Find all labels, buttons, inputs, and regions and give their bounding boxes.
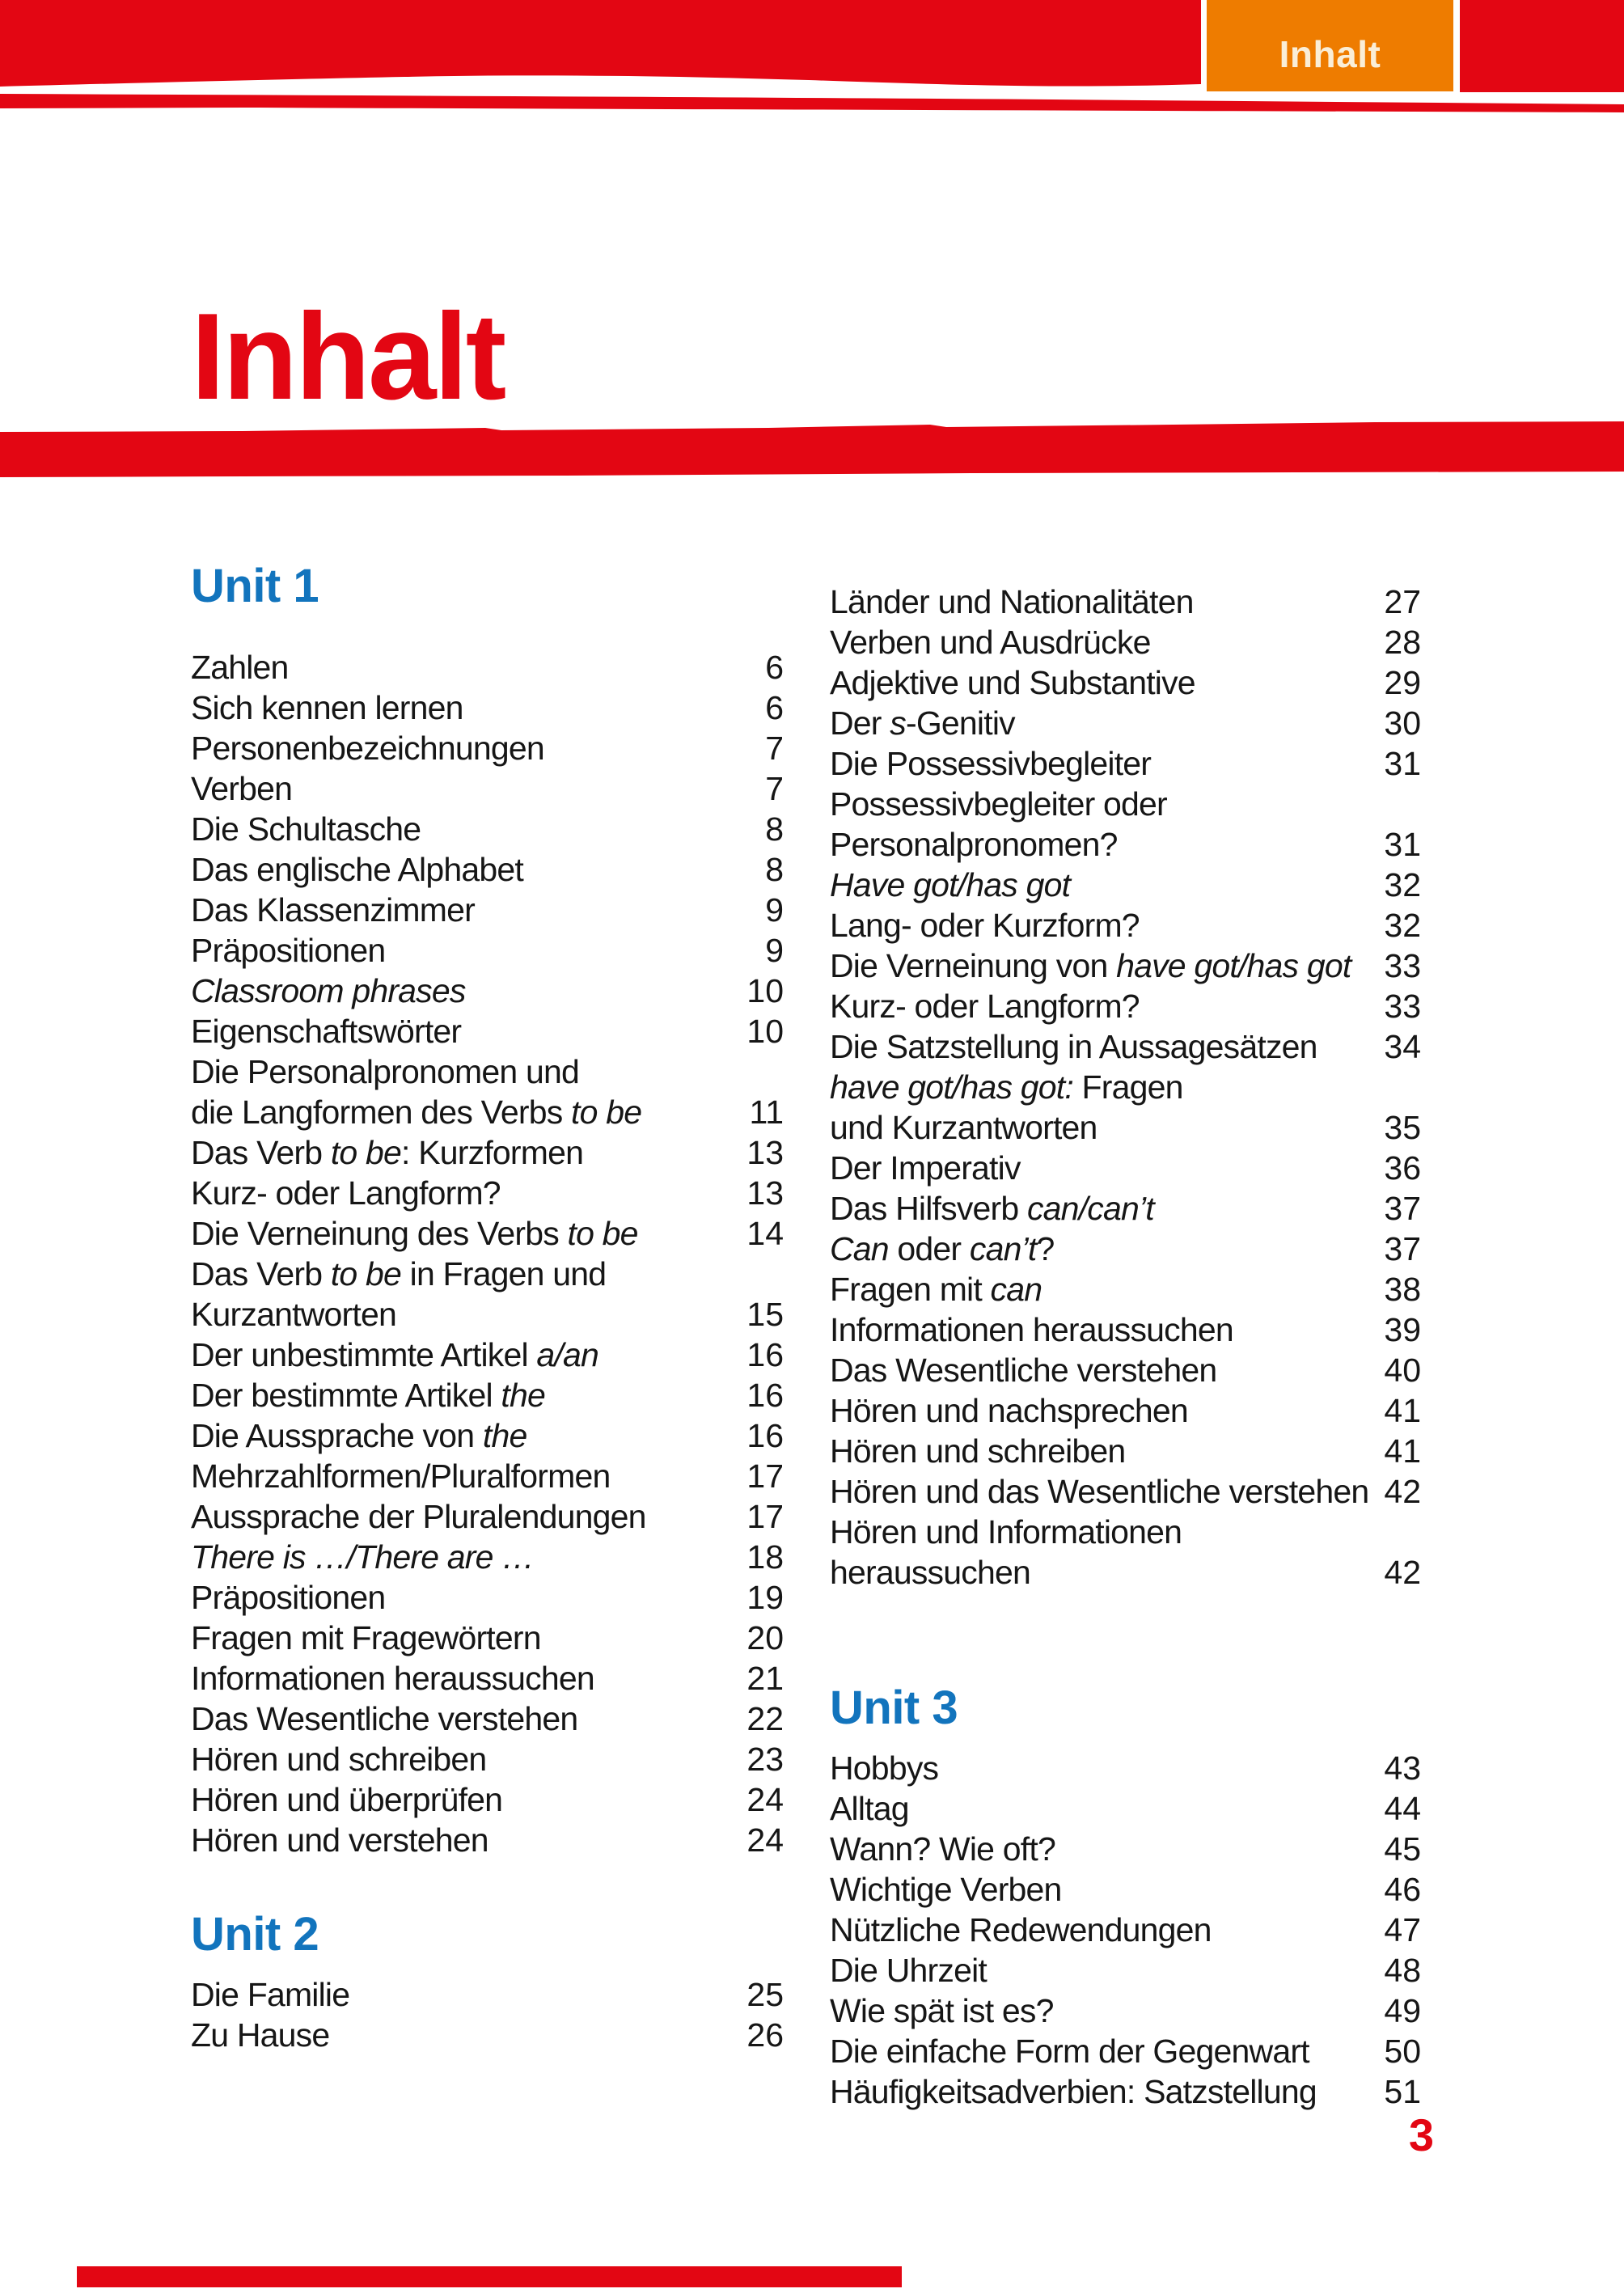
toc-entry (191, 1132, 784, 1173)
toc-entry (191, 1415, 784, 1456)
toc-entry (830, 1350, 1421, 1390)
entry-title: Hören und schreiben (830, 1432, 1126, 1470)
entry-page: 45 (1384, 1830, 1421, 1868)
unit-heading: Unit 1 (191, 560, 319, 612)
entry-page: 39 (1384, 1311, 1421, 1348)
entry-page: 37 (1384, 1190, 1421, 1227)
toc-entry (830, 1471, 1421, 1512)
toc-entry (830, 824, 1421, 865)
entry-title: Hören und das Wesentliche verstehen (830, 1473, 1369, 1510)
toc-entry (830, 946, 1421, 986)
entry-page: 16 (746, 1417, 784, 1454)
toc-entry (830, 662, 1421, 703)
toc-entry (830, 1910, 1421, 1950)
entry-title: Wie spät ist es? (830, 1992, 1054, 2029)
header-red-stripe (0, 94, 1624, 112)
toc-entry (830, 905, 1421, 946)
toc-entry (191, 728, 784, 768)
entry-page: 7 (765, 770, 784, 807)
toc-entry (830, 2071, 1421, 2112)
toc-entry (191, 1739, 784, 1779)
entry-title: Kurz- oder Langform? (830, 988, 1140, 1025)
toc-entry (191, 1658, 784, 1699)
toc-entry (830, 1229, 1421, 1269)
entry-title: Zahlen (191, 649, 289, 686)
toc-entries (830, 582, 1421, 1593)
toc-entry (830, 2031, 1421, 2071)
toc-entry (191, 1699, 784, 1739)
toc-entry (191, 1294, 784, 1335)
entry-page: 23 (746, 1741, 784, 1778)
entry-title: Kurz- oder Langform? (191, 1174, 501, 1212)
entry-page: 49 (1384, 1992, 1421, 2029)
entry-page: 6 (765, 649, 784, 686)
entry-page: 36 (1384, 1149, 1421, 1187)
entry-title: Verben (191, 770, 293, 807)
entry-title: Can oder can’t? (830, 1230, 1055, 1267)
entry-title: Das Verb to be in Fragen und (191, 1255, 607, 1292)
entry-page: 14 (746, 1215, 784, 1252)
entry-title: Das Verb to be: Kurzformen (191, 1134, 584, 1171)
entry-page: 6 (765, 689, 784, 726)
entry-page: 43 (1384, 1749, 1421, 1787)
toc-entry (830, 1950, 1421, 1991)
entry-page: 46 (1384, 1871, 1421, 1908)
toc-section (830, 1684, 1421, 2112)
toc-entry (191, 1335, 784, 1375)
toc-entry (191, 849, 784, 890)
entry-page: 9 (765, 932, 784, 969)
entry-title: die Langformen des Verbs to be (191, 1094, 642, 1131)
entry-title: Personalpronomen? (830, 826, 1118, 863)
entry-title: Fragen mit can (830, 1271, 1042, 1308)
toc-entry (191, 1173, 784, 1213)
toc-entry (830, 582, 1421, 622)
entry-title: heraussuchen (830, 1554, 1030, 1591)
toc-entry (191, 2015, 784, 2055)
entry-title: Die Uhrzeit (830, 1952, 987, 1989)
entry-title: Das Klassenzimmer (191, 891, 475, 929)
entry-title: Eigenschaftswörter (191, 1013, 462, 1050)
entry-page: 32 (1384, 907, 1421, 944)
toc-entry (830, 703, 1421, 743)
entry-title: Der s-Genitiv (830, 704, 1015, 742)
entry-title: Hören und überprüfen (191, 1781, 503, 1818)
entry-page: 42 (1384, 1554, 1421, 1591)
entry-title: Die Aussprache von the (191, 1417, 527, 1454)
entry-title: Wann? Wie oft? (830, 1830, 1055, 1868)
entry-page: 13 (746, 1174, 784, 1212)
entry-page: 26 (746, 2016, 784, 2054)
page-title: Inhalt (191, 287, 505, 425)
entry-page: 25 (746, 1976, 784, 2013)
toc-entry (191, 647, 784, 687)
entry-title: Hören und verstehen (191, 1821, 488, 1859)
entry-title: Das Hilfsverb can/can’t (830, 1190, 1154, 1227)
entry-page: 18 (746, 1538, 784, 1576)
entry-title: Verben und Ausdrücke (830, 624, 1151, 661)
entry-title: Das Wesentliche verstehen (830, 1352, 1217, 1389)
entry-page: 16 (746, 1336, 784, 1373)
unit-heading: Unit 2 (191, 1908, 319, 1961)
footer-red-bar (77, 2266, 902, 2287)
entry-title: Die Familie (191, 1976, 350, 2013)
entry-page: 33 (1384, 988, 1421, 1025)
entry-title: Länder und Nationalitäten (830, 583, 1194, 620)
entry-title: Präpositionen (191, 1579, 386, 1616)
unit-heading: Unit 3 (830, 1682, 958, 1734)
toc-entry (830, 1748, 1421, 1788)
entry-page: 42 (1384, 1473, 1421, 1510)
entry-page: 7 (765, 730, 784, 767)
entry-title: Die Schultasche (191, 810, 421, 848)
toc-entry (191, 1577, 784, 1618)
entry-page: 51 (1384, 2073, 1421, 2110)
toc-entry (191, 1820, 784, 1860)
entry-title: Classroom phrases (191, 972, 466, 1009)
entry-title: Wichtige Verben (830, 1871, 1062, 1908)
toc-entry (830, 743, 1421, 784)
entry-page: 10 (746, 1013, 784, 1050)
toc-entry (830, 1512, 1421, 1552)
entry-page: 44 (1384, 1790, 1421, 1827)
toc-entry (830, 1552, 1421, 1593)
entry-page: 31 (1384, 745, 1421, 782)
toc-entries (830, 1748, 1421, 2112)
entry-title: Das Wesentliche verstehen (191, 1700, 578, 1737)
toc-entry (830, 1067, 1421, 1107)
toc-entry (830, 1829, 1421, 1869)
toc-column-right (830, 582, 1421, 2112)
entry-title: Hören und schreiben (191, 1741, 487, 1778)
toc-entry (830, 622, 1421, 662)
toc-entry (830, 865, 1421, 905)
toc-entry (191, 1213, 784, 1254)
toc-section (191, 1910, 784, 2055)
entry-title: Hobbys (830, 1749, 939, 1787)
entry-page: 28 (1384, 624, 1421, 661)
toc-entry (830, 1107, 1421, 1148)
entry-title: Die einfache Form der Gegenwart (830, 2033, 1309, 2070)
entry-page: 48 (1384, 1952, 1421, 1989)
entry-page: 20 (746, 1619, 784, 1656)
entry-page: 9 (765, 891, 784, 929)
entry-page: 33 (1384, 947, 1421, 984)
entry-page: 17 (746, 1498, 784, 1535)
entry-page: 47 (1384, 1911, 1421, 1948)
entry-title: Have got/has got (830, 866, 1071, 903)
entry-page: 22 (746, 1700, 784, 1737)
entry-page: 41 (1384, 1432, 1421, 1470)
entry-title: Informationen heraussuchen (830, 1311, 1233, 1348)
toc-entry (191, 1537, 784, 1577)
entry-title: Die Verneinung des Verbs to be (191, 1215, 638, 1252)
inhalt-tab (1207, 0, 1453, 91)
toc-entry (191, 768, 784, 809)
entry-title: Häufigkeitsadverbien: Satzstellung (830, 2073, 1317, 2110)
toc-entry (191, 1974, 784, 2015)
entry-title: have got/has got: Fragen (830, 1068, 1183, 1106)
entry-page: 10 (746, 972, 784, 1009)
toc-entry (191, 1375, 784, 1415)
entry-title: Sich kennen lernen (191, 689, 463, 726)
toc-entry (191, 890, 784, 930)
entry-page: 30 (1384, 704, 1421, 742)
entry-page: 24 (746, 1781, 784, 1818)
entry-page: 27 (1384, 583, 1421, 620)
entry-title: Der Imperativ (830, 1149, 1021, 1187)
entry-page: 35 (1384, 1109, 1421, 1146)
entry-title: Adjektive und Substantive (830, 664, 1195, 701)
entry-title: Die Verneinung von have got/has got (830, 947, 1351, 984)
entry-title: Präpositionen (191, 932, 386, 969)
entry-title: Der bestimmte Artikel the (191, 1377, 546, 1414)
entry-page: 34 (1384, 1028, 1421, 1065)
entry-page: 11 (749, 1094, 784, 1131)
entry-title: Das englische Alphabet (191, 851, 523, 888)
entry-title: Der unbestimmte Artikel a/an (191, 1336, 599, 1373)
toc-entries (191, 1974, 784, 2055)
entry-page: 31 (1384, 826, 1421, 863)
entry-title: Possessivbegleiter oder (830, 785, 1167, 823)
toc-entry (830, 1026, 1421, 1067)
toc-entry (191, 809, 784, 849)
toc-entry (830, 1188, 1421, 1229)
entry-title: Die Satzstellung in Aussagesätzen (830, 1028, 1317, 1065)
toc-entry (830, 1431, 1421, 1471)
toc-entries (191, 647, 784, 1860)
entry-page: 37 (1384, 1230, 1421, 1267)
entry-title: Zu Hause (191, 2016, 330, 2054)
entry-page: 8 (765, 810, 784, 848)
toc-entry (191, 1618, 784, 1658)
toc-entry (191, 930, 784, 971)
entry-page: 24 (746, 1821, 784, 1859)
toc-section (830, 582, 1421, 1593)
entry-page: 41 (1384, 1392, 1421, 1429)
title-red-band (0, 404, 1624, 493)
toc-entry (191, 1051, 784, 1092)
entry-title: Aussprache der Pluralendungen (191, 1498, 646, 1535)
toc-entry (191, 687, 784, 728)
entry-page: 17 (746, 1457, 784, 1495)
entry-title: Alltag (830, 1790, 909, 1827)
toc-entry (191, 1011, 784, 1051)
entry-title: Lang- oder Kurzform? (830, 907, 1140, 944)
entry-page: 50 (1384, 2033, 1421, 2070)
entry-title: Kurzantworten (191, 1296, 396, 1333)
toc-entry (830, 1869, 1421, 1910)
toc-entry (191, 1779, 784, 1820)
entry-title: Fragen mit Fragewörtern (191, 1619, 541, 1656)
entry-page: 16 (746, 1377, 784, 1414)
entry-title: There is …/There are … (191, 1538, 535, 1576)
toc-entry (830, 784, 1421, 824)
toc-entry (830, 1309, 1421, 1350)
toc-entry (191, 1092, 784, 1132)
entry-title: Hören und Informationen (830, 1513, 1182, 1551)
toc-entry (830, 1148, 1421, 1188)
toc-entry (191, 1254, 784, 1294)
entry-page: 38 (1384, 1271, 1421, 1308)
page-number: 3 (1408, 2109, 1434, 2160)
entry-title: Hören und nachsprechen (830, 1392, 1188, 1429)
entry-page: 21 (746, 1660, 784, 1697)
entry-title: Informationen heraussuchen (191, 1660, 594, 1697)
inhalt-tab-label: Inhalt (1279, 33, 1381, 75)
entry-page: 13 (746, 1134, 784, 1171)
entry-page: 8 (765, 851, 784, 888)
header-red-block (0, 0, 1201, 87)
entry-title: Nützliche Redewendungen (830, 1911, 1212, 1948)
toc-section (191, 562, 784, 1860)
entry-title: Mehrzahlformen/Pluralformen (191, 1457, 611, 1495)
toc-entry (830, 1269, 1421, 1309)
toc-entry (830, 1390, 1421, 1431)
entry-page: 40 (1384, 1352, 1421, 1389)
toc-entry (830, 1788, 1421, 1829)
header-red-corner (1460, 0, 1624, 92)
entry-title: und Kurzantworten (830, 1109, 1097, 1146)
toc-entry (830, 1991, 1421, 2031)
toc-entry (191, 971, 784, 1011)
entry-page: 29 (1384, 664, 1421, 701)
entry-title: Personenbezeichnungen (191, 730, 544, 767)
toc-column-left (191, 562, 784, 2055)
entry-title: Die Personalpronomen und (191, 1053, 579, 1090)
entry-page: 15 (746, 1296, 784, 1333)
entry-page: 19 (746, 1579, 784, 1616)
entry-page: 32 (1384, 866, 1421, 903)
toc-entry (191, 1496, 784, 1537)
toc-entry (830, 986, 1421, 1026)
toc-entry (191, 1456, 784, 1496)
entry-title: Die Possessivbegleiter (830, 745, 1152, 782)
